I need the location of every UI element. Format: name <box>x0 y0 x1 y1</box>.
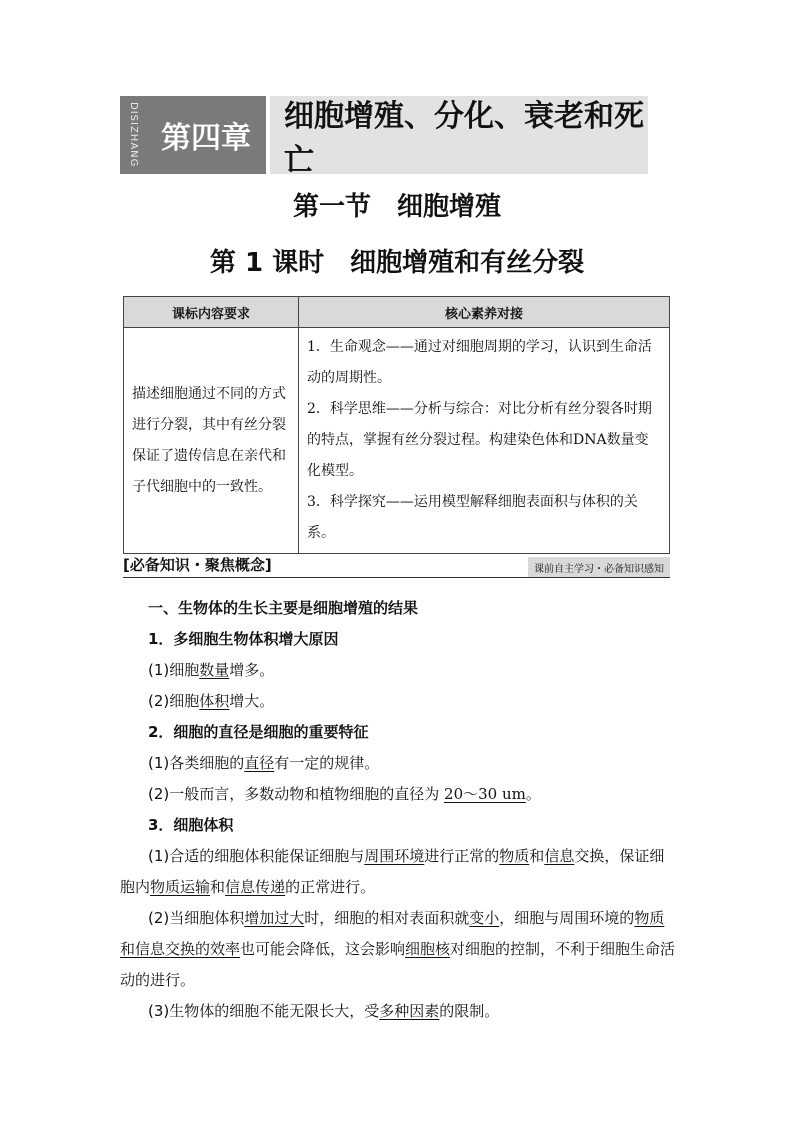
heading-growth: 一、生物体的生长主要是细胞增殖的结果 <box>148 599 419 617</box>
requirement-cell: 描述细胞通过不同的方式进行分裂，其中有丝分裂保证了遗传信息在亲代和子代细胞中的一致性。 <box>124 328 299 554</box>
content <box>120 593 676 1027</box>
list-item: (1)各类细胞的直径有一定的规律。 <box>148 754 380 772</box>
section-bar-label: [必备知识・聚焦概念] <box>123 556 272 574</box>
subheading-1: 1．多细胞生物体积增大原因 <box>148 630 339 648</box>
section-bar-rule <box>123 577 670 578</box>
table-header-competency: 核心素养对接 <box>299 297 670 328</box>
list-item: (2)细胞体积增大。 <box>148 692 275 710</box>
paragraph: (1)合适的细胞体积能保证细胞与周围环境进行正常的物质和信息交换，保证细胞内物质运输和信息传递的正常进行。 <box>120 847 665 896</box>
blank-answer: 直径 <box>244 754 275 772</box>
outcomes-cell <box>299 328 670 554</box>
outcome-item: 2．科学思维——分析与综合：对比分析有丝分裂各时期的特点，掌握有丝分裂过程。构建染色体和DNA数量变化模型。 <box>307 401 652 479</box>
chapter-banner <box>120 96 648 178</box>
outcome-item: 1．生命观念——通过对细胞周期的学习，认识到生命活动的周期性。 <box>307 339 652 386</box>
list-item: (1)细胞数量增多。 <box>148 661 275 679</box>
section-title: 第一节 细胞增殖 <box>292 192 501 222</box>
section-bar <box>123 552 670 578</box>
lesson-title: 第 1 课时 细胞增殖和有丝分裂 <box>209 248 585 278</box>
subheading-3: 3．细胞体积 <box>148 816 234 834</box>
section-bar-tag: 课前自主学习・必备知识感知 <box>528 557 670 578</box>
chapter-pinyin: DISIZHANG <box>120 96 146 174</box>
subheading-2: 2．细胞的直径是细胞的重要特征 <box>148 723 369 741</box>
blank-answer: 20～30 um <box>444 785 526 803</box>
table-header-requirement: 课标内容要求 <box>124 297 299 328</box>
table-row <box>124 328 670 554</box>
chapter-number: 第四章 <box>146 96 266 174</box>
blank-answer: 体积 <box>199 692 230 710</box>
table-header-row <box>124 297 670 328</box>
chapter-title: 细胞增殖、分化、衰老和死亡 <box>270 96 648 174</box>
blank-answer: 数量 <box>199 661 230 679</box>
paragraph: (3)生物体的细胞不能无限长大，受多种因素的限制。 <box>148 1002 500 1020</box>
paragraph: (2)当细胞体积增加过大时，细胞的相对表面积就变小，细胞与周围环境的物质和信息交换的效率也可能会降低，这会影响细胞核对细胞的控制，不利于细胞生命活动的进行。 <box>120 909 676 989</box>
outcome-item: 3．科学探究——运用模型解释细胞表面积与体积的关系。 <box>307 494 638 541</box>
list-item: (2)一般而言，多数动物和植物细胞的直径为 20～30 um。 <box>148 785 541 803</box>
requirements-table <box>123 296 670 554</box>
